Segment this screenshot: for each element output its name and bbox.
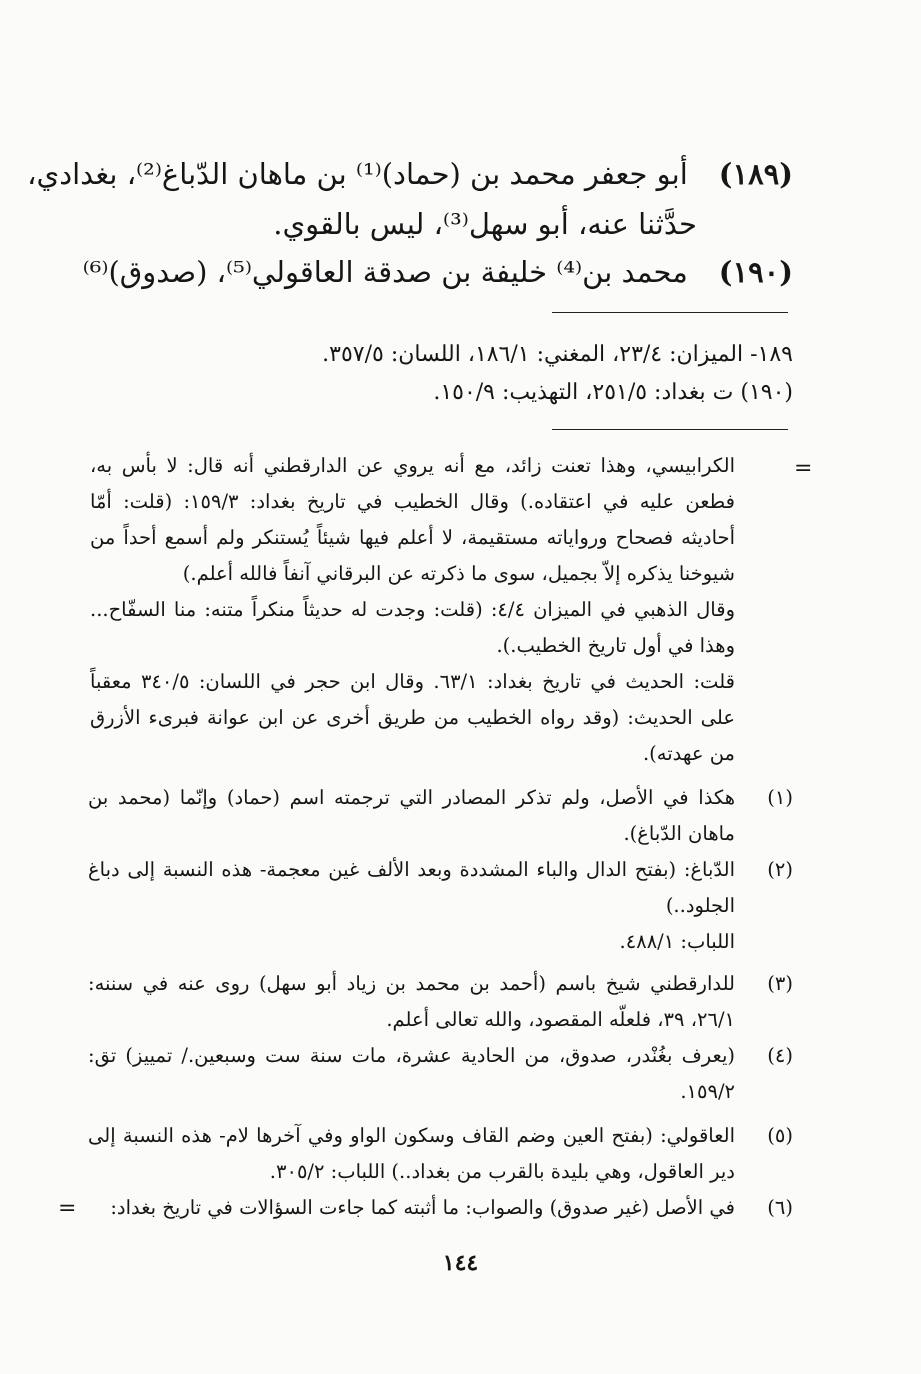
entry-189: [27, 146, 793, 202]
note-text: قلت: الحديث في تاريخ بغداد: ٦٣/١. وقال ابن حجر في اللسان: ٣٤٠/٥ معقباً على الحديث: (وقد رواه الخطيب من طريق أخرى عن ابن عوانة فبرىء الأزرق من عهدته).: [90, 670, 735, 765]
footnote-text: العاقولي: (بفتح العين وضم القاف وسكون الواو وفي آخرها لام- هذه النسبة إلى دير العاقول، وهي بليدة بالقرب من بغداد..) اللباب: ٣٠٥/٢.: [88, 1124, 735, 1183]
footnote-text: (يعرف بغُنْدر، صدوق، من الحادية عشرة، مات سنة ست وسبعين./ تمييز) تق: ١٥٩/٢.: [88, 1044, 735, 1103]
entry-text: محمد بن⁽⁴⁾ خليفة بن صدقة العاقولي⁽⁵⁾، (صدوق)⁽⁶⁾: [82, 255, 688, 289]
divider: [552, 429, 788, 430]
footnote-6: [88, 1190, 793, 1226]
footnote-number: (١): [767, 786, 793, 809]
continued-note-paragraph: [90, 448, 735, 592]
footnote-text: الدّباغ: (بفتح الدال والباء المشددة وبعد الألف غين معجمة- هذه النسبة إلى دباغ الجلود..): [88, 858, 735, 917]
entry-190: [82, 244, 793, 300]
footnote-text: هكذا في الأصل، ولم تذكر المصادر التي ترجمته اسم (حماد) وإنّما (محمد بن ماهان الدّباغ).: [88, 786, 735, 845]
footnote-1: [88, 780, 793, 852]
source-190: (١٩٠) ت بغداد: ٢٥١/٥، التهذيب: ١٥٠/٩.: [433, 380, 793, 405]
footnote-number: (٤): [767, 1044, 793, 1067]
footnote-number: (٣): [767, 972, 793, 995]
footnote-text: في الأصل (غير صدوق) والصواب: ما أثبته كما جاءت السؤالات في تاريخ بغداد:: [110, 1196, 735, 1219]
footnote-2: [88, 852, 793, 960]
footnote-text: للدارقطني شيخ باسم (أحمد بن محمد بن زياد أبو سهل) روى عنه في سننه: ٢٦/١، ٣٩، فلعلّه المقصود، والله تعالى أعلم.: [88, 972, 735, 1031]
footnote-3: [88, 966, 793, 1038]
entry-number: (١٩٠): [718, 255, 793, 289]
entry-text: أبو جعفر محمد بن (حماد)⁽¹⁾ بن ماهان الدّباغ⁽²⁾، بغدادي،: [27, 157, 688, 191]
footnote-text: اللباب: ٤٨٨/١.: [619, 930, 735, 953]
source-189: ١٨٩- الميزان: ٢٣/٤، المغني: ١٨٦/١، اللسان: ٣٥٧/٥.: [322, 342, 793, 367]
footnote-number: (٢): [767, 858, 793, 881]
entry-number: (١٨٩): [718, 157, 793, 191]
entry-189-continuation: حدَّثنا عنه، أبو سهل⁽³⁾، ليس بالقوي.: [273, 207, 697, 241]
continuation-marker: =: [794, 456, 813, 481]
continued-note-paragraph: [90, 664, 735, 772]
continuation-marker: =: [58, 1196, 77, 1221]
note-text: وقال الذهبي في الميزان ٤/٤: (قلت: وجدت له حديثاً منكراً متنه: منا السفّاح... وهذا في أول تاريخ الخطيب.).: [90, 598, 735, 657]
footnote-number: (٥): [767, 1124, 793, 1147]
footnote-4: [88, 1038, 793, 1110]
note-text: الكرابيسي، وهذا تعنت زائد، مع أنه يروي عن الدارقطني أنه قال: لا بأس به، فطعن عليه في اعتقاده.) وقال الخطيب في تاريخ بغداد: ١٥٩/٣: (قلت: أمّا أحاديثه فصحاح ورواياته مستقيمة، لا أعلم فيها شيئاً يُستنكر ولم أسمع أحداً من شيوخنا يذكره إلاّ بجميل، سوى ما ذكرته عن البرقاني آنفاً فالله أعلم.): [90, 454, 736, 585]
divider: [552, 312, 788, 313]
footnote-number: (٦): [767, 1196, 793, 1219]
continued-note-paragraph: [90, 592, 735, 664]
footnote-5: [88, 1118, 793, 1190]
page-number: ١٤٤: [442, 1250, 479, 1276]
